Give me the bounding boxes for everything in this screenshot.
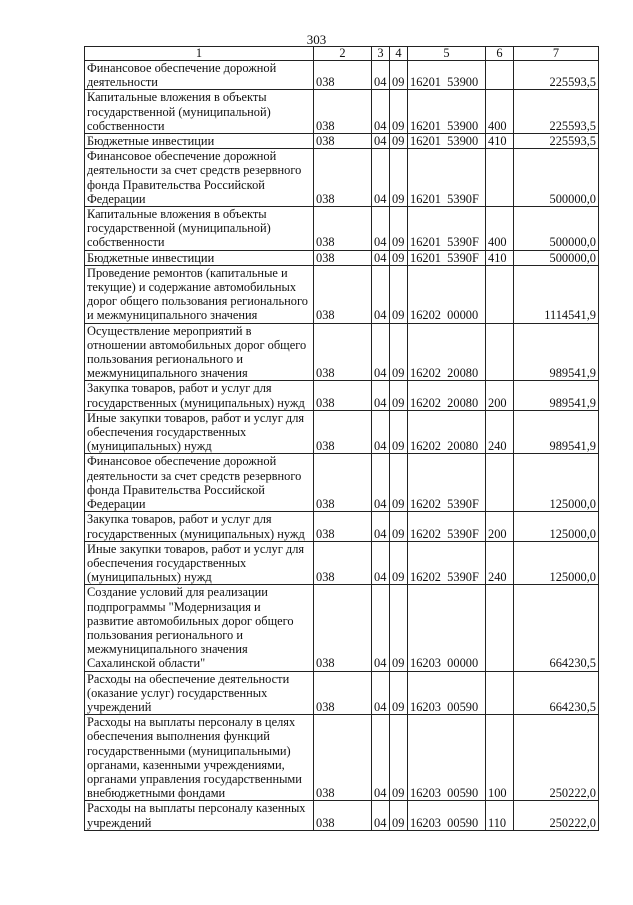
table-row <box>85 265 599 323</box>
expense-name-cell <box>85 90 314 134</box>
section-code-cell: 04 <box>372 250 390 265</box>
expense-name-line: внебюджетными фондами <box>87 786 226 801</box>
expense-name-line: обеспечения государственных <box>87 555 247 570</box>
expense-name-line: Федерации <box>87 191 146 206</box>
expense-name-line: государственными (муниципальными) <box>87 743 291 758</box>
amount-cell: 250222,0 <box>514 801 599 830</box>
target-article-cell: 16202 5390F <box>408 454 486 512</box>
section-code-cell: 04 <box>372 410 390 454</box>
expense-type-cell <box>486 671 514 715</box>
ministry-code-cell: 038 <box>314 323 372 381</box>
expense-name-line: Расходы на выплаты персоналу в целях <box>87 715 296 730</box>
ministry-code-cell: 038 <box>314 207 372 251</box>
expense-name-line: Капитальные вложения в объекты <box>87 90 267 105</box>
subsection-code-cell: 09 <box>390 512 408 541</box>
subsection-code-cell: 09 <box>390 454 408 512</box>
amount-cell: 250222,0 <box>514 715 599 801</box>
amount-cell: 225593,5 <box>514 134 599 149</box>
target-article-cell: 16202 5390F <box>408 512 486 541</box>
header-cell: 1 <box>85 47 314 61</box>
section-code-cell: 04 <box>372 323 390 381</box>
expense-name-line: обеспечения государственных <box>87 425 247 440</box>
table-row <box>85 207 599 251</box>
amount-cell: 500000,0 <box>514 207 599 251</box>
ministry-code-cell: 038 <box>314 671 372 715</box>
expense-name-line: Осуществление мероприятий в <box>87 323 252 338</box>
subsection-code-cell: 09 <box>390 410 408 454</box>
expense-name-line: пользования регионального и <box>87 352 243 367</box>
subsection-code-cell: 09 <box>390 207 408 251</box>
expense-name-cell <box>85 265 314 323</box>
subsection-code-cell: 09 <box>390 541 408 585</box>
table-row <box>85 512 599 541</box>
expense-type-cell <box>486 323 514 381</box>
subsection-code-cell: 09 <box>390 265 408 323</box>
expense-name-cell <box>85 250 314 265</box>
target-article-cell: 16201 53900 <box>408 90 486 134</box>
table-row <box>85 410 599 454</box>
expense-type-cell: 240 <box>486 410 514 454</box>
ministry-code-cell: 038 <box>314 265 372 323</box>
expense-type-cell: 240 <box>486 541 514 585</box>
section-code-cell: 04 <box>372 454 390 512</box>
expense-name-line: Капитальные вложения в объекты <box>87 207 267 222</box>
expense-name-line: Федерации <box>87 497 146 512</box>
ministry-code-cell: 038 <box>314 585 372 671</box>
header-cell: 2 <box>314 47 372 61</box>
expense-name-line: Проведение ремонтов (капитальные и <box>87 265 288 280</box>
section-code-cell: 04 <box>372 90 390 134</box>
target-article-cell: 16201 53900 <box>408 61 486 90</box>
amount-cell: 125000,0 <box>514 541 599 585</box>
ministry-code-cell: 038 <box>314 134 372 149</box>
expense-type-cell: 410 <box>486 250 514 265</box>
table-row <box>85 381 599 410</box>
expense-name-line: межмуниципального значения <box>87 366 248 381</box>
expense-name-cell <box>85 61 314 90</box>
section-code-cell: 04 <box>372 715 390 801</box>
subsection-code-cell: 09 <box>390 90 408 134</box>
expense-name-cell <box>85 207 314 251</box>
expense-type-cell: 200 <box>486 512 514 541</box>
expense-name-line: государственной (муниципальной) <box>87 104 271 119</box>
expense-name-cell <box>85 134 314 149</box>
subsection-code-cell: 09 <box>390 134 408 149</box>
ministry-code-cell: 038 <box>314 512 372 541</box>
expense-name-line: органами управления государственными <box>87 771 302 786</box>
section-code-cell: 04 <box>372 541 390 585</box>
expense-name-line: Расходы на выплаты персоналу казенных <box>87 801 306 816</box>
section-code-cell: 04 <box>372 381 390 410</box>
expense-name-line: деятельности <box>87 75 158 90</box>
target-article-cell: 16203 00590 <box>408 671 486 715</box>
header-cell: 6 <box>486 47 514 61</box>
target-article-cell: 16203 00590 <box>408 801 486 830</box>
expense-name-line: Финансовое обеспечение дорожной <box>87 149 277 164</box>
expense-name-line: (муниципальных) нужд <box>87 439 212 454</box>
expense-name-line: обеспечения выполнения функций <box>87 729 270 744</box>
table-row <box>85 671 599 715</box>
expense-name-cell <box>85 381 314 410</box>
table-row <box>85 250 599 265</box>
expense-type-cell <box>486 585 514 671</box>
amount-cell: 664230,5 <box>514 585 599 671</box>
target-article-cell: 16202 00000 <box>408 265 486 323</box>
header-cell: 4 <box>390 47 408 61</box>
table-row <box>85 585 599 671</box>
expense-name-line: Бюджетные инвестиции <box>87 250 215 265</box>
subsection-code-cell: 09 <box>390 250 408 265</box>
amount-cell: 989541,9 <box>514 323 599 381</box>
target-article-cell: 16202 5390F <box>408 541 486 585</box>
expense-name-line: межмуниципального значения <box>87 642 248 657</box>
ministry-code-cell: 038 <box>314 801 372 830</box>
amount-cell: 225593,5 <box>514 90 599 134</box>
target-article-cell: 16203 00000 <box>408 585 486 671</box>
subsection-code-cell: 09 <box>390 323 408 381</box>
expense-name-line: собственности <box>87 235 165 250</box>
expense-name-line: дорог общего пользования регионального <box>87 294 308 309</box>
expense-name-cell <box>85 512 314 541</box>
section-code-cell: 04 <box>372 801 390 830</box>
expense-name-line: развитие автомобильных дорог общего <box>87 613 294 628</box>
header-cell: 3 <box>372 47 390 61</box>
table-row <box>85 715 599 801</box>
expense-type-cell: 100 <box>486 715 514 801</box>
header-cell: 7 <box>514 47 599 61</box>
expense-name-cell <box>85 541 314 585</box>
expense-name-line: и межмуниципального значения <box>87 308 258 323</box>
expense-name-cell <box>85 671 314 715</box>
section-code-cell: 04 <box>372 149 390 207</box>
expense-name-line: Иные закупки товаров, работ и услуг для <box>87 410 305 425</box>
expense-name-cell <box>85 715 314 801</box>
section-code-cell: 04 <box>372 207 390 251</box>
target-article-cell: 16203 00590 <box>408 715 486 801</box>
expense-name-line: пользования регионального и <box>87 627 243 642</box>
amount-cell: 989541,9 <box>514 410 599 454</box>
amount-cell: 500000,0 <box>514 149 599 207</box>
expense-type-cell <box>486 149 514 207</box>
subsection-code-cell: 09 <box>390 61 408 90</box>
expense-name-line: Расходы на обеспечение деятельности <box>87 671 290 686</box>
table-row <box>85 90 599 134</box>
table-row <box>85 541 599 585</box>
section-code-cell: 04 <box>372 134 390 149</box>
table-row <box>85 134 599 149</box>
ministry-code-cell: 038 <box>314 149 372 207</box>
header-row <box>85 47 599 61</box>
expense-name-line: учреждений <box>87 699 152 714</box>
expense-type-cell: 400 <box>486 207 514 251</box>
page-number: 303 <box>306 32 327 47</box>
target-article-cell: 16201 53900 <box>408 134 486 149</box>
section-code-cell: 04 <box>372 671 390 715</box>
ministry-code-cell: 038 <box>314 715 372 801</box>
subsection-code-cell: 09 <box>390 149 408 207</box>
expense-name-line: собственности <box>87 118 165 133</box>
expense-name-cell <box>85 323 314 381</box>
ministry-code-cell: 038 <box>314 541 372 585</box>
subsection-code-cell: 09 <box>390 585 408 671</box>
subsection-code-cell: 09 <box>390 381 408 410</box>
expense-name-line: деятельности за счет средств резервного <box>87 163 302 178</box>
expense-type-cell: 410 <box>486 134 514 149</box>
header-cell: 5 <box>408 47 486 61</box>
expense-name-line: Финансовое обеспечение дорожной <box>87 454 277 469</box>
expense-name-line: Закупка товаров, работ и услуг для <box>87 381 272 396</box>
target-article-cell: 16202 20080 <box>408 410 486 454</box>
ministry-code-cell: 038 <box>314 61 372 90</box>
expense-type-cell <box>486 61 514 90</box>
expense-name-line: фонда Правительства Российской <box>87 482 265 497</box>
expense-name-cell <box>85 410 314 454</box>
ministry-code-cell: 038 <box>314 90 372 134</box>
expense-name-cell <box>85 454 314 512</box>
table-body <box>85 61 599 831</box>
target-article-cell: 16201 5390F <box>408 250 486 265</box>
target-article-cell: 16202 20080 <box>408 323 486 381</box>
expense-name-line: текущие) и содержание автомобильных <box>87 280 297 295</box>
expense-name-line: Сахалинской области" <box>87 656 206 671</box>
expense-name-line: (муниципальных) нужд <box>87 570 212 585</box>
table-row <box>85 149 599 207</box>
table-row <box>85 61 599 90</box>
amount-cell: 225593,5 <box>514 61 599 90</box>
expense-type-cell: 400 <box>486 90 514 134</box>
ministry-code-cell: 038 <box>314 454 372 512</box>
subsection-code-cell: 09 <box>390 801 408 830</box>
ministry-code-cell: 038 <box>314 250 372 265</box>
target-article-cell: 16201 5390F <box>408 207 486 251</box>
expense-name-line: государственных (муниципальных) нужд <box>87 395 305 410</box>
expense-name-line: фонда Правительства Российской <box>87 177 265 192</box>
expense-type-cell: 200 <box>486 381 514 410</box>
section-code-cell: 04 <box>372 265 390 323</box>
expense-name-line: (оказание услуг) государственных <box>87 685 268 700</box>
section-code-cell: 04 <box>372 585 390 671</box>
expense-name-line: государственных (муниципальных) нужд <box>87 526 305 541</box>
expense-name-line: подпрограммы "Модернизация и <box>87 599 261 614</box>
table-row <box>85 454 599 512</box>
expense-name-line: Закупка товаров, работ и услуг для <box>87 512 272 527</box>
expense-name-line: Финансовое обеспечение дорожной <box>87 61 277 75</box>
expense-name-line: отношении автомобильных дорог общего <box>87 337 307 352</box>
section-code-cell: 04 <box>372 512 390 541</box>
expense-name-cell <box>85 149 314 207</box>
amount-cell: 125000,0 <box>514 454 599 512</box>
section-code-cell: 04 <box>372 61 390 90</box>
expense-name-line: деятельности за счет средств резервного <box>87 468 302 483</box>
expense-name-line: Бюджетные инвестиции <box>87 134 215 149</box>
expense-name-cell <box>85 801 314 830</box>
subsection-code-cell: 09 <box>390 715 408 801</box>
subsection-code-cell: 09 <box>390 671 408 715</box>
amount-cell: 1114541,9 <box>514 265 599 323</box>
expense-name-cell <box>85 585 314 671</box>
expense-name-line: государственной (муниципальной) <box>87 221 271 236</box>
target-article-cell: 16201 5390F <box>408 149 486 207</box>
expense-name-line: Создание условий для реализации <box>87 585 268 600</box>
amount-cell: 125000,0 <box>514 512 599 541</box>
expense-name-line: Иные закупки товаров, работ и услуг для <box>87 541 305 556</box>
expense-type-cell: 110 <box>486 801 514 830</box>
amount-cell: 989541,9 <box>514 381 599 410</box>
expense-type-cell <box>486 265 514 323</box>
amount-cell: 500000,0 <box>514 250 599 265</box>
expense-type-cell <box>486 454 514 512</box>
table-row <box>85 801 599 830</box>
budget-table <box>84 46 599 831</box>
amount-cell: 664230,5 <box>514 671 599 715</box>
ministry-code-cell: 038 <box>314 410 372 454</box>
table-row <box>85 323 599 381</box>
expense-name-line: учреждений <box>87 815 152 830</box>
expense-name-line: органами, казенными учреждениями, <box>87 757 285 772</box>
target-article-cell: 16202 20080 <box>408 381 486 410</box>
ministry-code-cell: 038 <box>314 381 372 410</box>
